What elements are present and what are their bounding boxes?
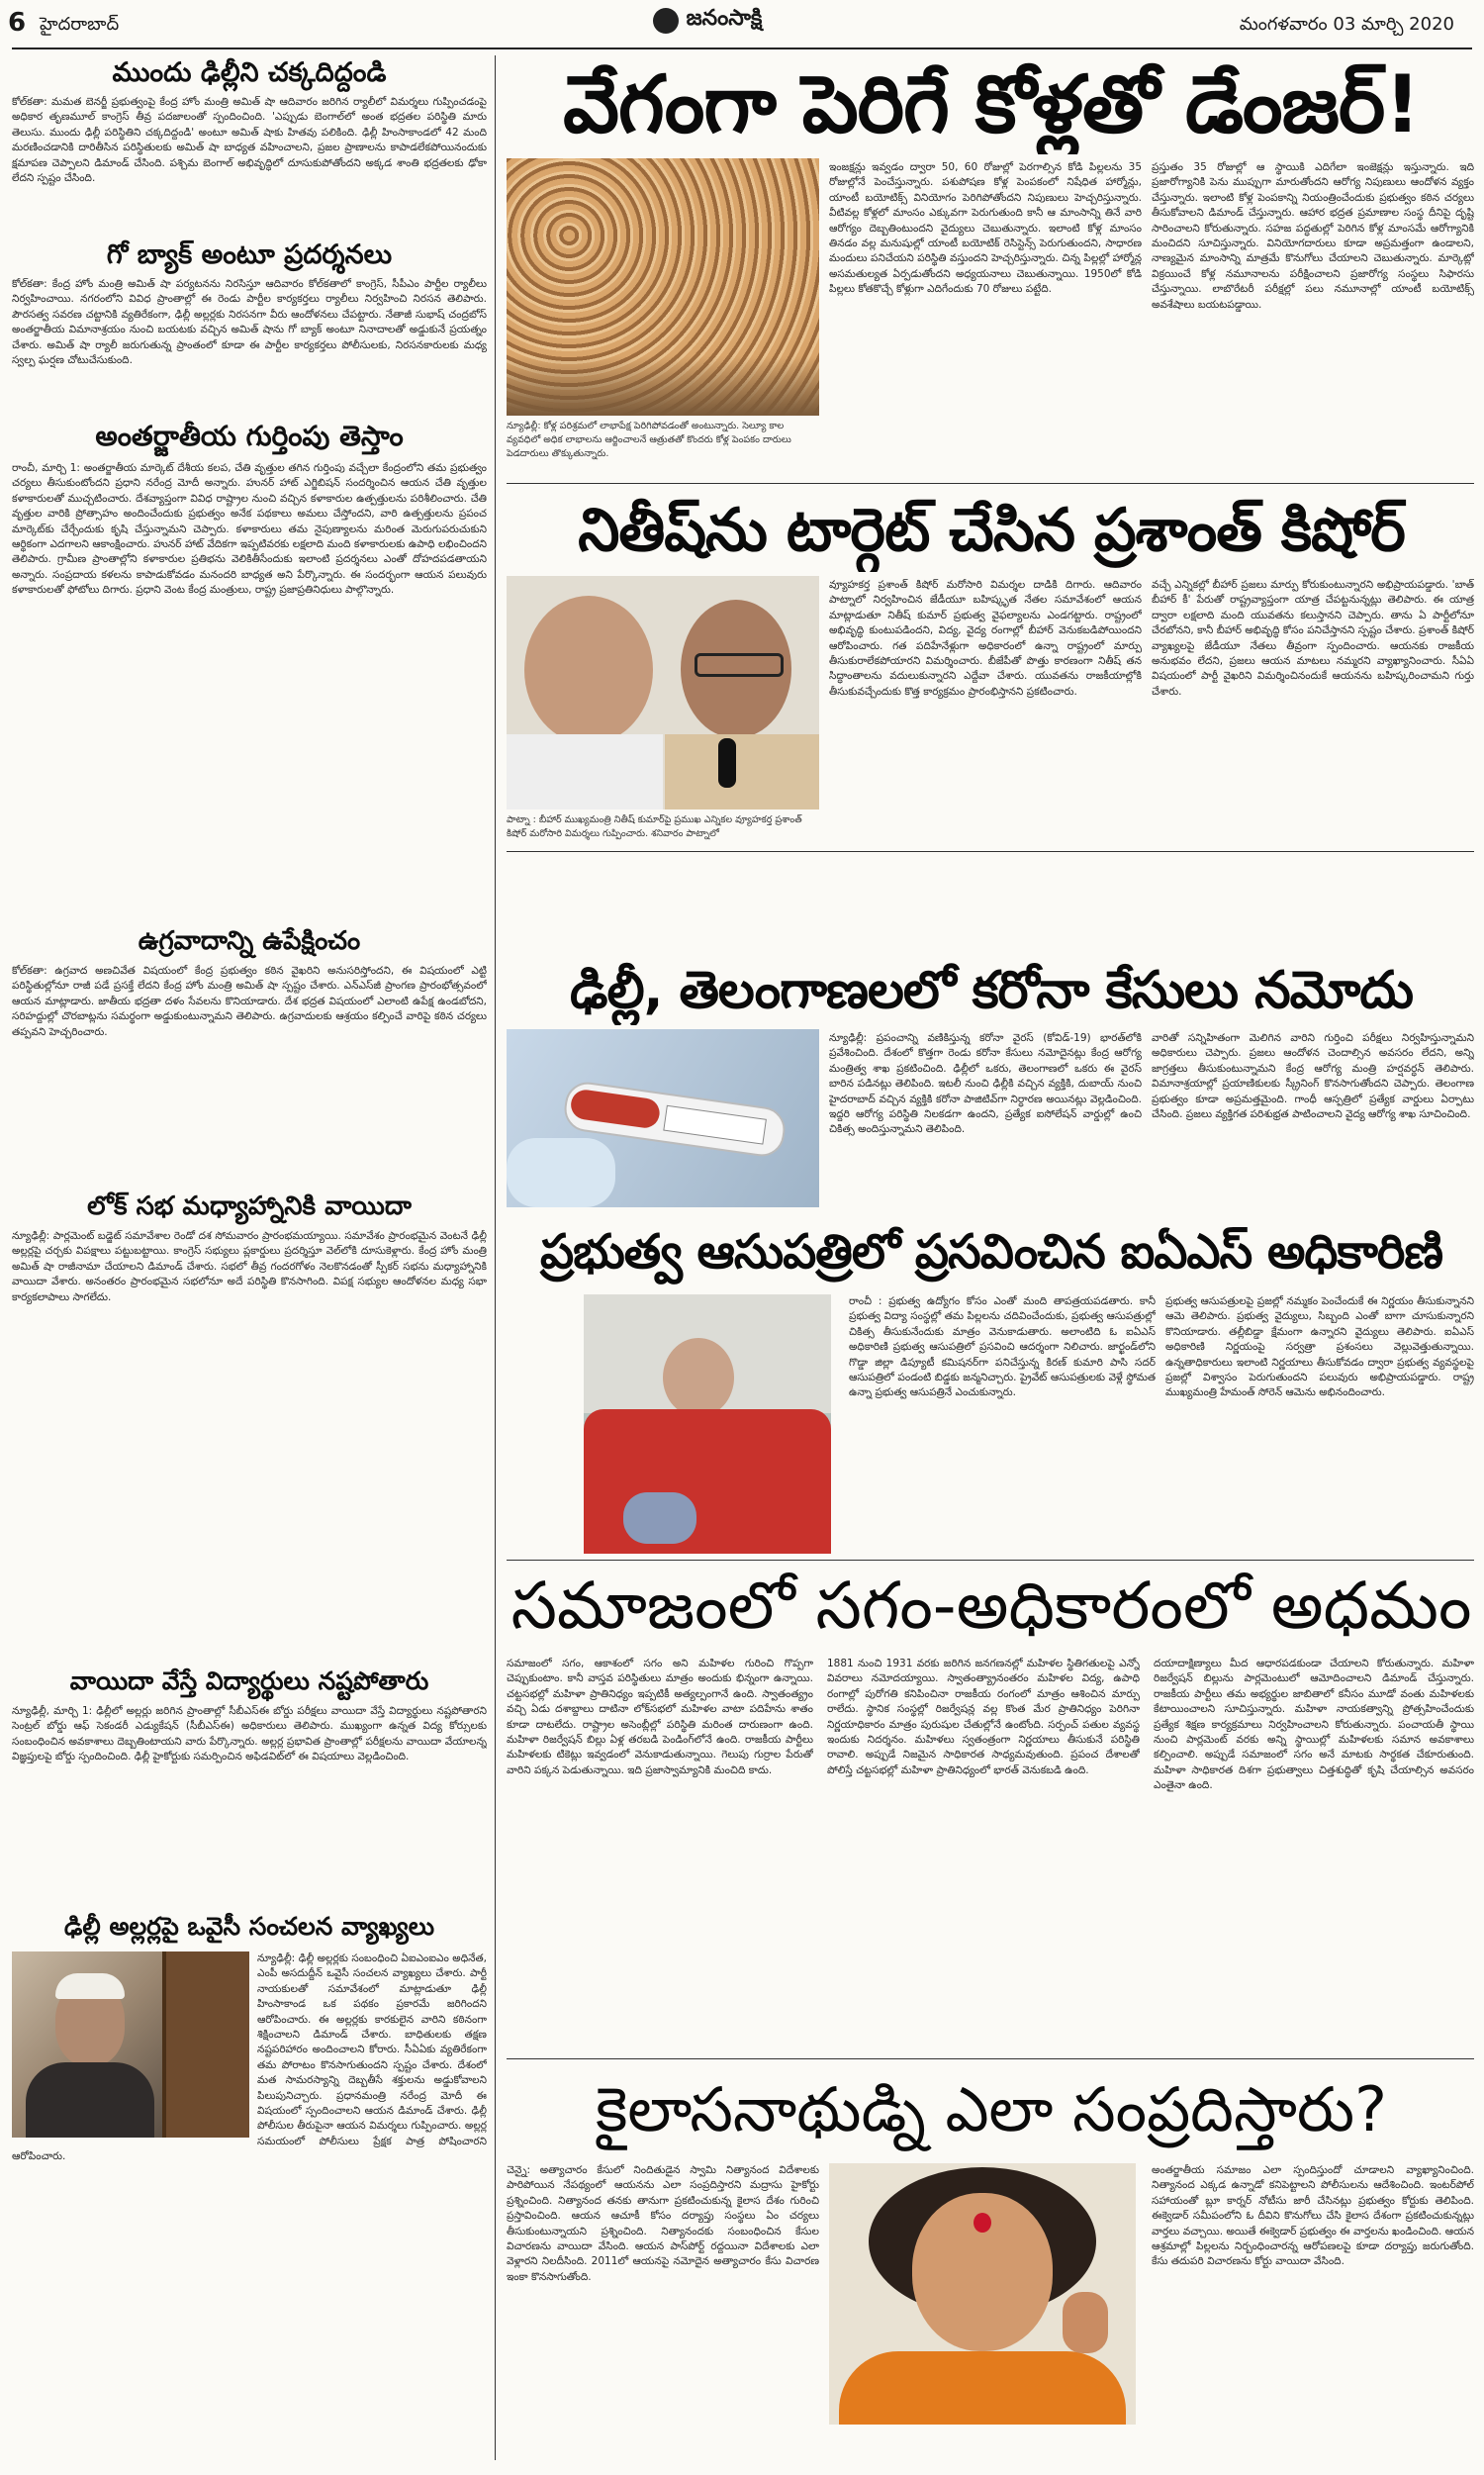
left-story6-headline: వాయిదా వేస్తే విద్యార్థులు నష్టపోతారు [69,1666,429,1695]
left-story5-headline: లోక్ సభ మధ్యాహ్నానికి వాయిదా [87,1191,412,1221]
main-story4-headline: ప్రభుత్వ ఆసుపత్రిలో ప్రసవించిన ఐఏఎస్ అధికారిణి [540,1224,1442,1280]
left-story7-body: న్యూఢిల్లీ: ఢిల్లీ అల్లర్లకు సంబంధించి ఏఐఎంఐఎం అధినేత, ఎంపీ అసదుద్దీన్ ఒవైసీ సంచలన వ్యాఖ్యలు చేశారు. పార్టీ నాయకులతో సమావేశంలో మాట్లాడుతూ ఢిల్లీ హింసాకాండ ఒక పథకం ప్రకారమే జరిగిందని ఆరోపించారు. ఈ అల్లర్లకు కారకులైన వారిని కఠినంగా శిక్షించాలని డిమాండ్ చేశారు. బాధితులకు తక్షణ నష్టపరిహారం అందించాలని కోరారు. సీఏఏకు వ్యతిరేకంగా తమ పోరాటం కొనసాగుతుందని స్పష్టం చేశారు. దేశంలో మత సామరస్యాన్ని దెబ్బతీసే శక్తులను అడ్డుకోవాలని పిలుపునిచ్చారు. ప్రధానమంత్రి నరేంద్ర మోదీ ఈ విషయంలో స్పందించాలని ఆయన డిమాండ్ చేశారు. ఢిల్లీ పోలీసుల తీరుపైనా ఆయన విమర్శలు గుప్పించారు. అల్లర్ల సమయంలో పోలీసులు ప్రేక్షక పాత్ర పోషించారని ఆరోపించారు. [12,1952,487,2163]
main-story6-col1: చెన్నై: అత్యాచారం కేసులో నిందితుడైన స్వామి నిత్యానంద విదేశాలకు పారిపోయిన నేపథ్యంలో ఆయనను ఎలా సంప్రదిస్తారని మద్రాసు హైకోర్టు ప్రశ్నించింది. నిత్యానంద తనకు తానుగా ప్రకటించుకున్న కైలాస దేశం గురించి ప్రస్తావించింది. ఆయన ఆచూకీ కోసం దర్యాప్తు సంస్థలు ఏం చర్యలు తీసుకుంటున్నాయని ప్రశ్నించింది. నిత్యానందకు సంబంధించిన కేసుల విచారణను వాయిదా వేసింది. ఆయన పాస్‌పోర్ట్ రద్దయినా విదేశాలకు ఎలా వెళ్లారని నిలదీసింది. 2011లో ఆయనపై నమోదైన అత్యాచారం కేసు విచారణ ఇంకా కొనసాగుతోంది. [507,2164,819,2283]
left-story4-headline: ఉగ్రవాదాన్ని ఉపేక్షించం [138,926,361,956]
main-story3-col2: వారితో సన్నిహితంగా మెలిగిన వారిని గుర్తించి పరీక్షలు నిర్వహిస్తున్నామని అధికారులు చెప్పారు. ప్రజలు ఆందోళన చెందాల్సిన అవసరం లేదని, అన్ని జాగ్రత్తలు తీసుకుంటున్నామని కేంద్ర ఆరోగ్య మంత్రి హర్షవర్ధన్ తెలిపారు. విమానాశ్రయాల్లో ప్రయాణికులకు స్క్రీనింగ్ కొనసాగుతోందని చెప్పారు. తెలంగాణ ప్రభుత్వం కూడా అప్రమత్తమైంది. గాంధీ ఆస్పత్రిలో ప్రత్యేక వార్డులు ఏర్పాటు చేసింది. ప్రజలు వ్యక్తిగత పరిశుభ్రత పాటించాలని వైద్య ఆరోగ్య శాఖ సూచించింది. [1152,1032,1474,1121]
main-story2-col2: వచ్చే ఎన్నికల్లో బీహార్ ప్రజలు మార్పు కోరుకుంటున్నారని అభిప్రాయపడ్డారు. 'బాత్ బీహార్ కీ' పేరుతో రాష్ట్రవ్యాప్తంగా యాత్ర చేపట్టనున్నట్లు తెలిపారు. ఈ యాత్ర ద్వారా లక్షలాది మంది యువతను కలుస్తానని చెప్పారు. తాను ఏ పార్టీలోనూ చేరబోనని, కానీ బీహార్ అభివృద్ధి కోసం పనిచేస్తానని స్పష్టం చేశారు. ప్రశాంత్ కిషోర్ వ్యాఖ్యలపై జేడీయూ నేతలు తీవ్రంగా స్పందించారు. ఆయనకు రాజకీయ అనుభవం లేదని, ప్రజలు ఆయన మాటలు నమ్మరని వ్యాఖ్యానించారు. సీఏఏ విషయంలో పార్టీ వైఖరిని విమర్శించినందుకే ఆయనను బహిష్కరించామని గుర్తు చేశారు. [1152,579,1474,698]
left-story7-headline: ఢిల్లీ అల్లర్లపై ఒవైసీ సంచలన వ్యాఖ్యలు [63,1912,435,1941]
city-label: హైదరాబాద్ [40,14,120,35]
officer-head [663,1338,734,1417]
main-story3-headline: ఢిల్లీ, తెలంగాణలలో కరోనా కేసులు నమోదు [570,961,1413,1020]
covid-test-photo [507,1029,819,1207]
saint-hand [1063,2292,1108,2353]
glove-hand [507,1138,615,1207]
baby-blanket [623,1492,696,1544]
left-story5-body: న్యూఢిల్లీ: పార్లమెంట్ బడ్జెట్ సమావేశాల రెండో దశ సోమవారం ప్రారంభమయ్యాయి. సమావేశం ప్రారంభమైన వెంటనే ఢిల్లీ అల్లర్లపై చర్చకు విపక్షాలు పట్టుబట్టాయి. కాంగ్రెస్ సభ్యులు ప్లకార్డులు ప్రదర్శిస్తూ వెల్‌లోకి దూసుకెళ్లారు. కేంద్ర హోం మంత్రి అమిత్ షా రాజీనామా చేయాలని డిమాండ్ చేశారు. సభలో తీవ్ర గందరగోళం నెలకొనడంతో స్పీకర్ సభను మధ్యాహ్నానికి వాయిదా వేశారు. అనంతరం ప్రారంభమైన సభలోనూ అదే పరిస్థితి కొనసాగింది. విపక్ష సభ్యుల ఆందోళనల మధ్య సభా కార్యకలాపాలు సాగలేదు. [12,1230,487,1303]
left-story4-body: కోల్‌కతా: ఉగ్రవాద అణచివేత విషయంలో కేంద్ర ప్రభుత్వం కఠిన వైఖరిని అనుసరిస్తోందని, ఈ విషయంలో ఎట్టి పరిస్థితుల్లోనూ రాజీ పడే ప్రసక్తే లేదని కేంద్ర హోం మంత్రి అమిత్ షా స్పష్టం చేశారు. ఎన్‌ఎస్‌జీ ప్రాంగణ ప్రారంభోత్సవంలో ఆయన మాట్లాడారు. జాతీయ భద్రతా దళం సేవలను కొనియాడారు. దేశ భద్రత విషయంలో ఎలాంటి ఉపేక్ష ఉండబోదని, సరిహద్దుల్లో చొరబాట్లను సమర్థంగా అడ్డుకుంటున్నామని తెలిపారు. ఉగ్రవాదులకు ఆశ్రయం కల్పించే వారిపై కఠిన చర్యలు తప్పవని హెచ్చరించారు. [12,965,487,1038]
left-story3-headline: అంతర్జాతీయ గుర్తింపు తెస్తాం [95,420,404,452]
left-story3-body: రాంచీ, మార్చి 1: అంతర్జాతీయ మార్కెట్ దేశీయ కలప, చేతి వృత్తుల తగిన గుర్తింపు వచ్చేలా కేంద్రంలోని తమ ప్రభుత్వం చర్యలు తీసుకుంటోందని ప్రధాని నరేంద్ర మోదీ అన్నారు. హునర్ హాట్ ఎగ్జిబిషన్ సందర్శించిన ఆయన చేతి వృత్తుల కళాకారులతో ముచ్చటించారు. దేశవ్యాప్తంగా వివిధ రాష్ట్రాల నుంచి వచ్చిన కళాకారుల ఉత్పత్తులను పరిశీలించారు. చేతి వృత్తుల వారికి ప్రోత్సాహం అందించేందుకు ప్రభుత్వం అనేక పథకాలు అమలు చేస్తోందని, వారి ఉత్పత్తులను ప్రపంచ మార్కెట్‌కు చేర్చేందుకు కృషి చేస్తున్నామని చెప్పారు. కళాకారులు తమ నైపుణ్యాలను మరింత మెరుగుపరుచుకుని ఆర్థికంగా ఎదగాలని ఆకాంక్షించారు. హునర్ హాట్ వేదికగా ఇప్పటివరకు లక్షలాది మంది కళాకారులకు ఉపాధి లభించిందని తెలిపారు. గ్రామీణ ప్రాంతాల్లోని కళాకారుల ప్రతిభను వెలికితీసేందుకు ఇలాంటి ప్రదర్శనలు ఎంతో దోహదపడతాయని అన్నారు. సంప్రదాయ కళలను కాపాడుకోవడం మనందరి బాధ్యత అని పేర్కొన్నారు. ఈ సందర్భంగా ఆయన పలువురు కళాకారులతో ఫోటోలు దిగారు. ప్రధాని వెంట కేంద్ర మంత్రులు, రాష్ట్ర ప్రజాప్రతినిధులు పాల్గొన్నారు. [12,462,487,597]
page-date: మంగళవారం 03 మార్చి 2020 [1239,14,1454,35]
tube-liquid [569,1088,661,1129]
story-divider [507,1560,1474,1561]
main-story2-col1: వ్యూహకర్త ప్రశాంత్ కిషోర్ మరోసారి విమర్శల దాడికి దిగారు. ఆదివారం పాట్నాలో నిర్వహించిన జేడీయూ బహిష్కృత నేతల సమావేశంలో ఆయన మాట్లాడుతూ నితీష్ కుమార్ ప్రభుత్వ వైఫల్యాలను ఎండగట్టారు. రాష్ట్రంలో అభివృద్ధి కుంటుపడిందని, విద్య, వైద్య రంగాల్లో బీహార్ వెనుకబడిపోయిందని ఆరోపించారు. గత పదిహేనేళ్లుగా అధికారంలో ఉన్నా రాష్ట్రంలో మార్పు తీసుకురాలేకపోయారని విమర్శించారు. బీజేపీతో పొత్తు కారణంగా నితీష్ తన సిద్ధాంతాలను వదులుకున్నారని ఎద్దేవా చేశారు. యువతను రాజకీయాల్లోకి తీసుకువచ్చేందుకు కొత్త కార్యక్రమం ప్రారంభిస్తానని ప్రకటించారు. [829,579,1142,698]
left-story1-body: కోల్‌కతా: మమత బెనర్జీ ప్రభుత్వంపై కేంద్ర హోం మంత్రి అమిత్ షా ఆదివారం జరిగిన ర్యాలీలో విమర్శలు గుప్పించడంపై అధికార తృణమూల్ కాంగ్రెస్ తీవ్ర పదజాలంతో స్పందించింది. 'ఎప్పుడు బెంగాల్‌లో అంత భద్రతల పరిస్థితి మారు తెలుసు. ముందు ఢిల్లీ పరిస్థితిని చక్కదిద్దండి' అంటూ అమిత్ షాకు హితవు పలికింది. ఢిల్లీ హింసాకాండలో 42 మంది మరణించడానికి దారితీసిన పరిస్థితులకు అమిత్ షా బాధ్యత వహించాలని, ప్రజల ప్రాణాలను కాపాడలేకపోయినందుకు క్షమాపణ చెప్పాలని డిమాండ్ చేసింది. పశ్చిమ బెంగాల్ అభివృద్ధిలో దూసుకుపోతోందని అక్కడ శాంతి భద్రతలకు ఢోకా లేదని స్పష్టం చేసింది. [12,96,487,185]
left-story2-headline: గో బ్యాక్ అంటూ ప్రదర్శనలు [106,239,393,270]
left-story1-headline: ముందు ఢిల్లీని చక్కదిద్దండి [112,57,387,88]
main-story5-col1: సమాజంలో సగం, ఆకాశంలో సగం అని మహిళల గురించి గొప్పగా చెప్పుకుంటాం. కానీ వాస్తవ పరిస్థితులు మాత్రం అందుకు భిన్నంగా ఉన్నాయి. చట్టసభల్లో మహిళా ప్రాతినిధ్యం ఇప్పటికీ అత్యల్పంగానే ఉంది. స్వాతంత్య్రం వచ్చి ఏడు దశాబ్దాలు దాటినా లోక్‌సభలో మహిళల వాటా పదిహేను శాతం కూడా దాటలేదు. రాష్ట్రాల అసెంబ్లీల్లో పరిస్థితి మరింత దారుణంగా ఉంది. మహిళా రిజర్వేషన్ బిల్లు ఏళ్ల తరబడి పెండింగ్‌లోనే ఉంది. రాజకీయ పార్టీలు మహిళలకు టికెట్లు ఇవ్వడంలో వెనుకాడుతున్నాయి. గెలుపు గుర్రాల పేరుతో వారిని పక్కన పెడుతున్నాయి. ఇది ప్రజాస్వామ్యానికి మంచిది కాదు. [507,1658,813,1776]
left-story2-body: కోల్‌కతా: కేంద్ర హోం మంత్రి అమిత్ షా పర్యటనను నిరసిస్తూ ఆదివారం కోల్‌కతాలో కాంగ్రెస్, సీపీఎం పార్టీల ర్యాలీలు నిర్వహించాయి. నగరంలోని వివిధ ప్రాంతాల్లో ఈ రెండు పార్టీల కార్యకర్తలు ర్యాలీలు నిర్వహించి నిరసన తెలిపారు. పౌరసత్వ సవరణ చట్టానికి వ్యతిరేకంగా, ఢిల్లీ అల్లర్లకు నిరసనగా వీరు ఆందోళనలు చేపట్టారు. నేతాజీ సుభాష్ చంద్రబోస్ అంతర్జాతీయ విమానాశ్రయం నుంచి బయటకు వచ్చిన అమిత్ షాను గో బ్యాక్ అంటూ నినాదాలతో అడ్డుకునే ప్రయత్నం చేశారు. అమిత్ షా ర్యాలీ జరుగుతున్న ప్రాంతంలో కూడా ఈ పార్టీల కార్యకర్తలు పోలీసులకు, నిరసనకారులకు మధ్య స్వల్ప ఘర్షణ చోటుచేసుకుంది. [12,278,487,367]
tube-label [663,1105,767,1145]
nitish-shirt [507,734,663,809]
main-story1-col1: ఇంజక్షన్లు ఇవ్వడం ద్వారా 50, 60 రోజుల్లో పెరగాల్సిన కోడి పిల్లలను 35 రోజుల్లోనే పెంచేస్తున్నారు. పశుపోషణ కోళ్ల పెంపకంలో నిషేధిత హార్మోన్లు, యాంటీ బయోటిక్స్ వినియోగం పెరిగిపోతోందని నిపుణులు హెచ్చరిస్తున్నారు. వీటివల్ల కోళ్లలో మాంసం ఎక్కువగా పెరుగుతుంది కానీ ఆ మాంసాన్ని తినే వారి ఆరోగ్యం దెబ్బతింటుందని వైద్యులు చెబుతున్నారు. ఇలాంటి కోళ్ల మాంసం తినడం వల్ల మనుషుల్లో యాంటీ బయోటిక్ రెసిస్టెన్స్ పెరుగుతుందని, సాధారణ మందులు పనిచేయని పరిస్థితి వస్తుందని హెచ్చరిస్తున్నారు. చిన్న పిల్లల్లో హార్మోన్ల అసమతుల్యత ఏర్పడుతోందని అధ్యయనాలు చెబుతున్నాయి. 1950లో కోడి పిల్లలు కోతకొచ్చే కోళ్లుగా ఎదిగేందుకు 70 రోజులు పట్టేది. [829,161,1142,296]
story-divider [507,483,1474,484]
main-story6-headline: కైలాసనాథుడ్ని ఎలా సంప్రదిస్తారు? [595,2073,1388,2145]
page-number: 6 [8,8,27,38]
main-story4-col2: ప్రభుత్వ ఆసుపత్రులపై ప్రజల్లో నమ్మకం పెంచేందుకే ఈ నిర్ణయం తీసుకున్నానని ఆమె తెలిపారు. ప్రభుత్వ వైద్యులు, సిబ్బంది ఎంతో బాగా చూసుకున్నారని కొనియాడారు. తల్లీబిడ్డా క్షేమంగా ఉన్నారని వైద్యులు తెలిపారు. ఐఏఎస్ అధికారిణి నిర్ణయంపై సర్వత్రా ప్రశంసలు వెల్లువెత్తుతున్నాయి. ఉన్నతాధికారులు ఇలాంటి నిర్ణయాలు తీసుకోవడం ద్వారా ప్రభుత్వ వ్యవస్థలపై ప్రజల్లో విశ్వాసం పెరుగుతుందని పలువురు అభిప్రాయపడ్డారు. రాష్ట్ర ముఖ్యమంత్రి హేమంత్ సోరెన్ ఆమెను అభినందించారు. [1165,1295,1474,1399]
main-story1-headline: వేగంగా పెరిగే కోళ్లతో డేంజర్! [563,58,1420,150]
saint-robe [839,2351,1126,2425]
logo-icon [653,8,679,34]
photo-float-spacer [12,1951,257,2142]
main-story3-col1: న్యూఢిల్లీ: ప్రపంచాన్ని వణికిస్తున్న కరోనా వైరస్ (కోవిడ్-19) భారత్‌లోకి ప్రవేశించింది. దేశంలో కొత్తగా రెండు కరోనా కేసులు నమోదైనట్లు కేంద్ర ఆరోగ్య మంత్రిత్వ శాఖ ప్రకటించింది. ఢిల్లీలో ఒకరు, తెలంగాణలో ఒకరు ఈ వైరస్ బారిన పడినట్లు తెలిపింది. ఇటలీ నుంచి ఢిల్లీకి వచ్చిన వ్యక్తికి, దుబాయ్ నుంచి హైదరాబాద్ వచ్చిన వ్యక్తికి కరోనా పాజిటివ్‌గా నిర్ధారణ అయినట్లు వెల్లడించింది. ఇద్దరి ఆరోగ్య పరిస్థితి నిలకడగా ఉందని, ప్రత్యేక ఐసోలేషన్ వార్డుల్లో ఉంచి చికిత్స అందిస్తున్నామని తెలిపింది. [829,1032,1142,1136]
paper-name: జనంసాక్షి [686,6,763,31]
microphone [718,738,736,788]
paper-logo [579,4,836,38]
farm-floor [507,356,819,416]
nitish-face [524,596,653,744]
blanket [584,1409,831,1554]
main-story1-caption: న్యూఢిల్లీ: కోళ్ల పరిశ్రమలో లాభాపేక్ష పెరిగిపోవడంతో అంటున్నారు. సెల్యూ కాల వ్యవధిలో అధిక లాభాలను ఆర్జించాలనే ఆత్రుతతో కొందరు కోళ్ల పెంపకం దారులు పెడదారులు తొక్కుతున్నారు. [507,421,791,459]
story-divider [507,2058,1474,2059]
masthead-rule [12,48,1472,49]
left-story6-body: న్యూఢిల్లీ, మార్చి 1: ఢిల్లీలో అల్లర్లు జరిగిన ప్రాంతాల్లో సీబీఎస్‌ఈ బోర్డు పరీక్షలు వాయిదా వేస్తే విద్యార్థులు నష్టపోతారని సెంట్రల్ బోర్డు ఆఫ్ సెకండరీ ఎడ్యుకేషన్ (సీబీఎస్‌ఈ) అధికారులు తెలిపారు. ముఖ్యంగా ఉన్నత విద్య కోర్సులకు సంబంధించిన అవకాశాలు దెబ్బతింటాయని వారు పేర్కొన్నారు. అల్లర్ల ప్రభావిత ప్రాంతాల్లో పరీక్షలను వాయిదా వేయాలన్న విజ్ఞప్తులపై బోర్డు స్పందించింది. ఢిల్లీ హైకోర్టుకు సమర్పించిన అఫిడవిట్‌లో ఈ విషయాలు వెల్లడించింది. [12,1705,487,1763]
pk-shirt [665,734,819,809]
pk-glasses [695,653,784,677]
main-story5-col2: 1881 నుంచి 1931 వరకు జరిగిన జనగణనల్లో మహిళల స్థితిగతులపై ఎన్నో వివరాలు నమోదయ్యాయి. స్వాతంత్య్రానంతరం మహిళల విద్య, ఉపాధి రంగాల్లో పురోగతి కనిపించినా రాజకీయ రంగంలో మాత్రం ఆశించిన మార్పు రాలేదు. స్థానిక సంస్థల్లో రిజర్వేషన్ల వల్ల కొంత మేర ప్రాతినిధ్యం పెరిగినా నిర్ణయాధికారం మాత్రం పురుషుల చేతుల్లోనే ఉంటోంది. సర్పంచ్ పతుల వ్యవస్థ ఇందుకు నిదర్శనం. మహిళలు స్వతంత్రంగా నిర్ణయాలు తీసుకునే పరిస్థితి రావాలి. అప్పుడే నిజమైన సాధికారత సాధ్యమవుతుంది. ప్రపంచ దేశాలతో పోలిస్తే చట్టసభల్లో మహిళా ప్రాతినిధ్యంలో భారత్ వెనుకబడి ఉంది. [827,1658,1140,1776]
ias-officer-photo [584,1294,831,1554]
main-story1-col2: ప్రస్తుతం 35 రోజుల్లో ఆ స్థాయికి ఎదిగేలా ఇంజెక్షన్లు ఇస్తున్నారు. ఇది ప్రజారోగ్యానికి పెను ముప్పుగా మారుతోందని ఆరోగ్య నిపుణులు ఆందోళన వ్యక్తం చేస్తున్నారు. ఇలాంటి కోళ్ల పెంపకాన్ని నియంత్రించేందుకు ప్రభుత్వం కఠిన చర్యలు తీసుకోవాలని డిమాండ్ చేస్తున్నారు. ఆహార భద్రత ప్రమాణాల సంస్థ దీనిపై దృష్టి సారించాలని కోరుతున్నారు. సహజ పద్ధతుల్లో పెరిగిన కోళ్ల మాంసమే ఆరోగ్యానికి మంచిదని సూచిస్తున్నారు. వినియోగదారులు కూడా అప్రమత్తంగా ఉండాలని, నాణ్యమైన మాంసాన్ని మాత్రమే కొనుగోలు చేయాలని చెబుతున్నారు. మార్కెట్లో విక్రయించే కోళ్ల నమూనాలను పరీక్షించాలని ప్రజారోగ్య సంస్థలు సిఫారసు చేస్తున్నాయి. లాబొరేటరీ పరీక్షల్లో పలు నమూనాల్లో యాంటీ బయోటిక్స్ అవశేషాలు బయటపడ్డాయి. [1152,161,1474,311]
nithyananda-photo [829,2163,1136,2425]
main-story6-col2: అంతర్జాతీయ సమాజం ఎలా స్పందిస్తుందో చూడాలని వ్యాఖ్యానించింది. నిత్యానంద ఎక్కడ ఉన్నాడో కనిపెట్టాలని పోలీసులను ఆదేశించింది. ఇంటర్‌పోల్ సహాయంతో బ్లూ కార్నర్ నోటీసు జారీ చేసినట్లు ప్రభుత్వం కోర్టుకు తెలిపింది. ఈక్వెడార్ సమీపంలోని ఓ దీవిని కొనుగోలు చేసి కైలాస దేశంగా ప్రకటించుకున్నట్లు వార్తలు వచ్చాయి. అయితే ఈక్వెడార్ ప్రభుత్వం ఈ వార్తలను ఖండించింది. ఆయన ఆశ్రమాల్లో పిల్లలను నిర్బంధించారన్న ఆరోపణలపై కూడా దర్యాప్తు జరుగుతోంది. కేసు తదుపరి విచారణను కోర్టు వాయిదా వేసింది. [1152,2164,1474,2268]
saint-tilak [974,2213,991,2233]
main-story5-headline: సమాజంలో సగం-అధికారంలో అధమం [510,1568,1472,1644]
main-story4-col1: రాంచీ : ప్రభుత్వ ఉద్యోగం కోసం ఎంతో మంది తాపత్రయపడతారు. కానీ ప్రభుత్వ విద్యా సంస్థల్లో తమ పిల్లలను చదివించేందుకు, ప్రభుత్వ ఆసుపత్రుల్లో చికిత్స తీసుకునేందుకు మాత్రం వెనుకాడుతారు. అలాంటిది ఓ ఐఏఎస్ అధికారిణి ప్రభుత్వ ఆసుపత్రిలో ప్రసవించి ఆదర్శంగా నిలిచారు. జార్ఖండ్‌లోని గొడ్డా జిల్లా డిప్యూటీ కమిషనర్‌గా పనిచేస్తున్న కిరణ్ కుమారి పాసి సదర్ ఆసుపత్రిలో పండంటి బిడ్డకు జన్మనిచ్చారు. ప్రైవేట్ ఆసుపత్రులకు వెళ్లే స్థోమత ఉన్నా ప్రభుత్వ ఆసుపత్రినే ఎంచుకున్నారు. [849,1295,1156,1399]
story-divider [507,851,1474,852]
chicken-farm-photo [507,158,819,416]
main-story5-col3: దయాదాక్షిణ్యాలు మీద ఆధారపడకుండా చేయాలని కోరుతున్నారు. మహిళా రిజర్వేషన్ బిల్లును పార్లమెంటులో ఆమోదించాలని డిమాండ్ చేస్తున్నారు. రాజకీయ పార్టీలు తమ అభ్యర్థుల జాబితాలో కనీసం మూడో వంతు మహిళలకు కేటాయించాలని సూచిస్తున్నారు. మహిళా నాయకత్వాన్ని ప్రోత్సహించేందుకు ప్రత్యేక శిక్షణ కార్యక్రమాలు నిర్వహించాలని కోరుతున్నారు. పంచాయతీ స్థాయి నుంచి పార్లమెంట్ వరకు అన్ని స్థాయిల్లో మహిళలకు సమాన అవకాశాలు కల్పించాలి. అప్పుడే సమాజంలో సగం అనే మాటకు సార్థకత చేకూరుతుంది. మహిళా సాధికారత దిశగా ప్రభుత్వాలు చిత్తశుద్ధితో కృషి చేయాల్సిన అవసరం ఎంతైనా ఉంది. [1154,1658,1474,1792]
main-story2-caption: పాట్నా : బీహార్ ముఖ్యమంత్రి నితీష్ కుమార్‌పై ప్రముఖ ఎన్నికల వ్యూహకర్త ప్రశాంత్ కిషోర్ మరోసారి విమర్శలు గుప్పించారు. శనివారం పాట్నాలో [507,814,802,839]
column-divider [495,55,496,2460]
main-story2-headline: నితీష్‌ను టార్గెట్ చేసిన ప్రశాంత్ కిషోర్ [578,496,1405,565]
politicians-photo [507,576,819,809]
